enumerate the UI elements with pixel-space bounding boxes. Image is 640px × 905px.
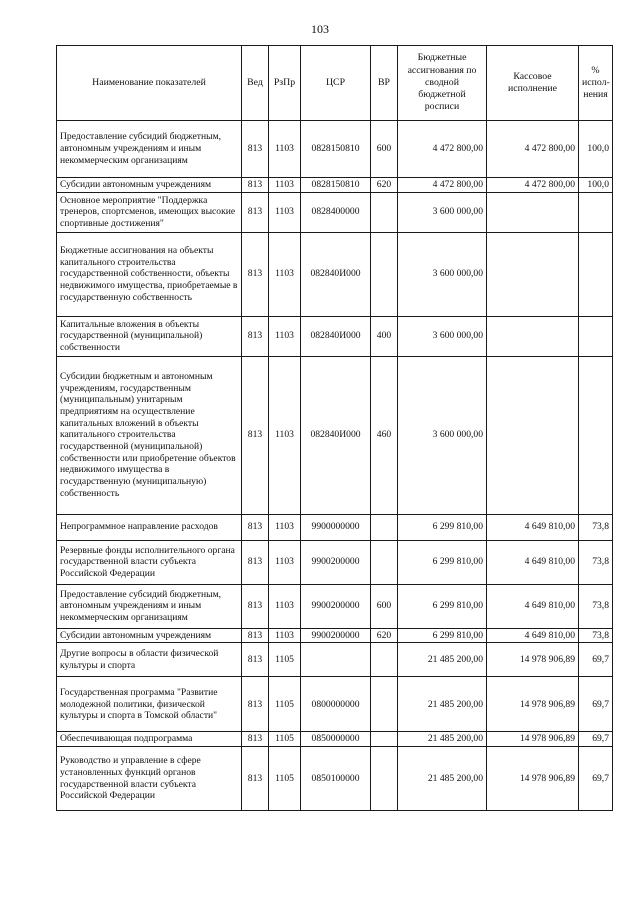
table-row xyxy=(57,316,613,356)
cell-cash: 4 472 800,00 xyxy=(487,178,579,193)
cell-csr: 9900000000 xyxy=(301,514,371,540)
cell-name: Руководство и управление в сфере установленных функций органов государственной власти субъекта Российской Федерации xyxy=(57,747,242,811)
cell-ved: 813 xyxy=(242,628,269,643)
table-row xyxy=(57,584,613,628)
cell-ved: 813 xyxy=(242,747,269,811)
cell-rzpr: 1103 xyxy=(269,192,301,232)
cell-percent: 69,7 xyxy=(579,747,613,811)
cell-percent xyxy=(579,232,613,316)
cell-cash xyxy=(487,232,579,316)
cell-rzpr: 1103 xyxy=(269,540,301,584)
cell-rzpr: 1103 xyxy=(269,584,301,628)
cell-cash: 4 649 810,00 xyxy=(487,628,579,643)
cell-ved: 813 xyxy=(242,316,269,356)
column-header-percent: % испол-нения xyxy=(579,46,613,121)
cell-vr xyxy=(371,677,398,732)
cell-vr: 600 xyxy=(371,584,398,628)
cell-ved: 813 xyxy=(242,356,269,514)
cell-percent: 73,8 xyxy=(579,628,613,643)
cell-rzpr: 1103 xyxy=(269,514,301,540)
table-row xyxy=(57,192,613,232)
cell-cash: 4 649 810,00 xyxy=(487,514,579,540)
cell-csr: 0828150810 xyxy=(301,121,371,178)
cell-name: Субсидии бюджетным и автономным учреждениям, государственным (муниципальным) унитарным предприятиям на осуществление капитальных вложений в объекты капитального строительства государственной (муниципальной) собственности или приобретение объектов недвижимого имущества в государственную (муниципальную) собственность xyxy=(57,356,242,514)
cell-budget: 3 600 000,00 xyxy=(398,232,487,316)
cell-budget: 3 600 000,00 xyxy=(398,356,487,514)
cell-budget: 21 485 200,00 xyxy=(398,732,487,747)
table-row xyxy=(57,121,613,178)
cell-name: Субсидии автономным учреждениям xyxy=(57,178,242,193)
cell-percent: 69,7 xyxy=(579,677,613,732)
cell-name: Резервные фонды исполнительного органа государственной власти субъекта Российской Федерации xyxy=(57,540,242,584)
table-row xyxy=(57,232,613,316)
table-row xyxy=(57,540,613,584)
cell-budget: 4 472 800,00 xyxy=(398,121,487,178)
cell-budget: 6 299 810,00 xyxy=(398,514,487,540)
cell-ved: 813 xyxy=(242,121,269,178)
cell-csr: 0850100000 xyxy=(301,747,371,811)
cell-csr: 0800000000 xyxy=(301,677,371,732)
cell-cash: 4 472 800,00 xyxy=(487,121,579,178)
cell-rzpr: 1105 xyxy=(269,643,301,677)
cell-percent: 69,7 xyxy=(579,732,613,747)
cell-vr: 400 xyxy=(371,316,398,356)
cell-rzpr: 1103 xyxy=(269,178,301,193)
table-row xyxy=(57,514,613,540)
cell-csr: 0828150810 xyxy=(301,178,371,193)
table-row xyxy=(57,677,613,732)
column-header-budget: Бюджетные ассигнования по сводной бюджетной росписи xyxy=(398,46,487,121)
cell-name: Предоставление субсидий бюджетным, автономным учреждениям и иным некоммерческим организациям xyxy=(57,584,242,628)
table-row xyxy=(57,356,613,514)
cell-name: Обеспечивающая подпрограмма xyxy=(57,732,242,747)
column-header-name: Наименование показателей xyxy=(57,46,242,121)
cell-csr: 082840И000 xyxy=(301,316,371,356)
cell-cash: 4 649 810,00 xyxy=(487,584,579,628)
cell-rzpr: 1103 xyxy=(269,121,301,178)
table-body xyxy=(57,121,613,811)
cell-vr xyxy=(371,514,398,540)
cell-name: Субсидии автономным учреждениям xyxy=(57,628,242,643)
cell-rzpr: 1103 xyxy=(269,628,301,643)
cell-ved: 813 xyxy=(242,732,269,747)
cell-csr: 082840И000 xyxy=(301,232,371,316)
cell-ved: 813 xyxy=(242,584,269,628)
cell-ved: 813 xyxy=(242,677,269,732)
table-row xyxy=(57,643,613,677)
cell-csr: 0828400000 xyxy=(301,192,371,232)
cell-name: Другие вопросы в области физической культуры и спорта xyxy=(57,643,242,677)
cell-budget: 3 600 000,00 xyxy=(398,316,487,356)
cell-csr xyxy=(301,643,371,677)
cell-budget: 3 600 000,00 xyxy=(398,192,487,232)
page-number: 103 xyxy=(311,22,329,36)
cell-csr: 9900200000 xyxy=(301,584,371,628)
table-header-row xyxy=(57,46,613,121)
cell-budget: 21 485 200,00 xyxy=(398,677,487,732)
cell-vr xyxy=(371,732,398,747)
cell-ved: 813 xyxy=(242,192,269,232)
cell-vr: 460 xyxy=(371,356,398,514)
cell-rzpr: 1105 xyxy=(269,677,301,732)
cell-percent xyxy=(579,356,613,514)
cell-percent: 100,0 xyxy=(579,178,613,193)
cell-cash: 14 978 906,89 xyxy=(487,643,579,677)
cell-ved: 813 xyxy=(242,540,269,584)
cell-budget: 21 485 200,00 xyxy=(398,747,487,811)
cell-budget: 6 299 810,00 xyxy=(398,584,487,628)
cell-rzpr: 1105 xyxy=(269,747,301,811)
cell-name: Предоставление субсидий бюджетным, автономным учреждениям и иным некоммерческим организациям xyxy=(57,121,242,178)
table-row xyxy=(57,732,613,747)
column-header-csr: ЦСР xyxy=(301,46,371,121)
cell-percent: 73,8 xyxy=(579,584,613,628)
cell-cash: 14 978 906,89 xyxy=(487,747,579,811)
cell-ved: 813 xyxy=(242,643,269,677)
cell-csr: 082840И000 xyxy=(301,356,371,514)
cell-budget: 6 299 810,00 xyxy=(398,628,487,643)
table-row xyxy=(57,178,613,193)
cell-rzpr: 1103 xyxy=(269,232,301,316)
cell-vr: 620 xyxy=(371,628,398,643)
cell-rzpr: 1103 xyxy=(269,356,301,514)
cell-rzpr: 1105 xyxy=(269,732,301,747)
cell-cash: 14 978 906,89 xyxy=(487,677,579,732)
cell-budget: 4 472 800,00 xyxy=(398,178,487,193)
cell-name: Государственная программа "Развитие молодежной политики, физической культуры и спорта в Томской области" xyxy=(57,677,242,732)
cell-cash xyxy=(487,316,579,356)
cell-vr xyxy=(371,747,398,811)
cell-cash: 14 978 906,89 xyxy=(487,732,579,747)
cell-percent: 73,8 xyxy=(579,514,613,540)
cell-percent xyxy=(579,192,613,232)
cell-percent xyxy=(579,316,613,356)
cell-csr: 0850000000 xyxy=(301,732,371,747)
cell-cash xyxy=(487,356,579,514)
cell-budget: 21 485 200,00 xyxy=(398,643,487,677)
cell-cash xyxy=(487,192,579,232)
cell-rzpr: 1103 xyxy=(269,316,301,356)
budget-execution-table xyxy=(56,45,613,811)
column-header-rzpr: РзПр xyxy=(269,46,301,121)
cell-csr: 9900200000 xyxy=(301,628,371,643)
cell-vr xyxy=(371,192,398,232)
column-header-cash: Кассовое исполнение xyxy=(487,46,579,121)
table-row xyxy=(57,747,613,811)
cell-vr xyxy=(371,540,398,584)
cell-cash: 4 649 810,00 xyxy=(487,540,579,584)
column-header-ved: Вед xyxy=(242,46,269,121)
column-header-vr: ВР xyxy=(371,46,398,121)
cell-name: Капитальные вложения в объекты государственной (муниципальной) собственности xyxy=(57,316,242,356)
cell-name: Непрограммное направление расходов xyxy=(57,514,242,540)
cell-vr: 620 xyxy=(371,178,398,193)
cell-ved: 813 xyxy=(242,232,269,316)
cell-percent: 69,7 xyxy=(579,643,613,677)
cell-name: Бюджетные ассигнования на объекты капитального строительства государственной собственности, объекты недвижимого имущества, приобретаемые в государственную собственность xyxy=(57,232,242,316)
cell-vr xyxy=(371,643,398,677)
cell-ved: 813 xyxy=(242,514,269,540)
table-row xyxy=(57,628,613,643)
cell-budget: 6 299 810,00 xyxy=(398,540,487,584)
cell-percent: 73,8 xyxy=(579,540,613,584)
cell-csr: 9900200000 xyxy=(301,540,371,584)
cell-name: Основное мероприятие "Поддержка тренеров, спортсменов, имеющих высокие спортивные достижения" xyxy=(57,192,242,232)
cell-vr: 600 xyxy=(371,121,398,178)
cell-ved: 813 xyxy=(242,178,269,193)
cell-vr xyxy=(371,232,398,316)
cell-percent: 100,0 xyxy=(579,121,613,178)
